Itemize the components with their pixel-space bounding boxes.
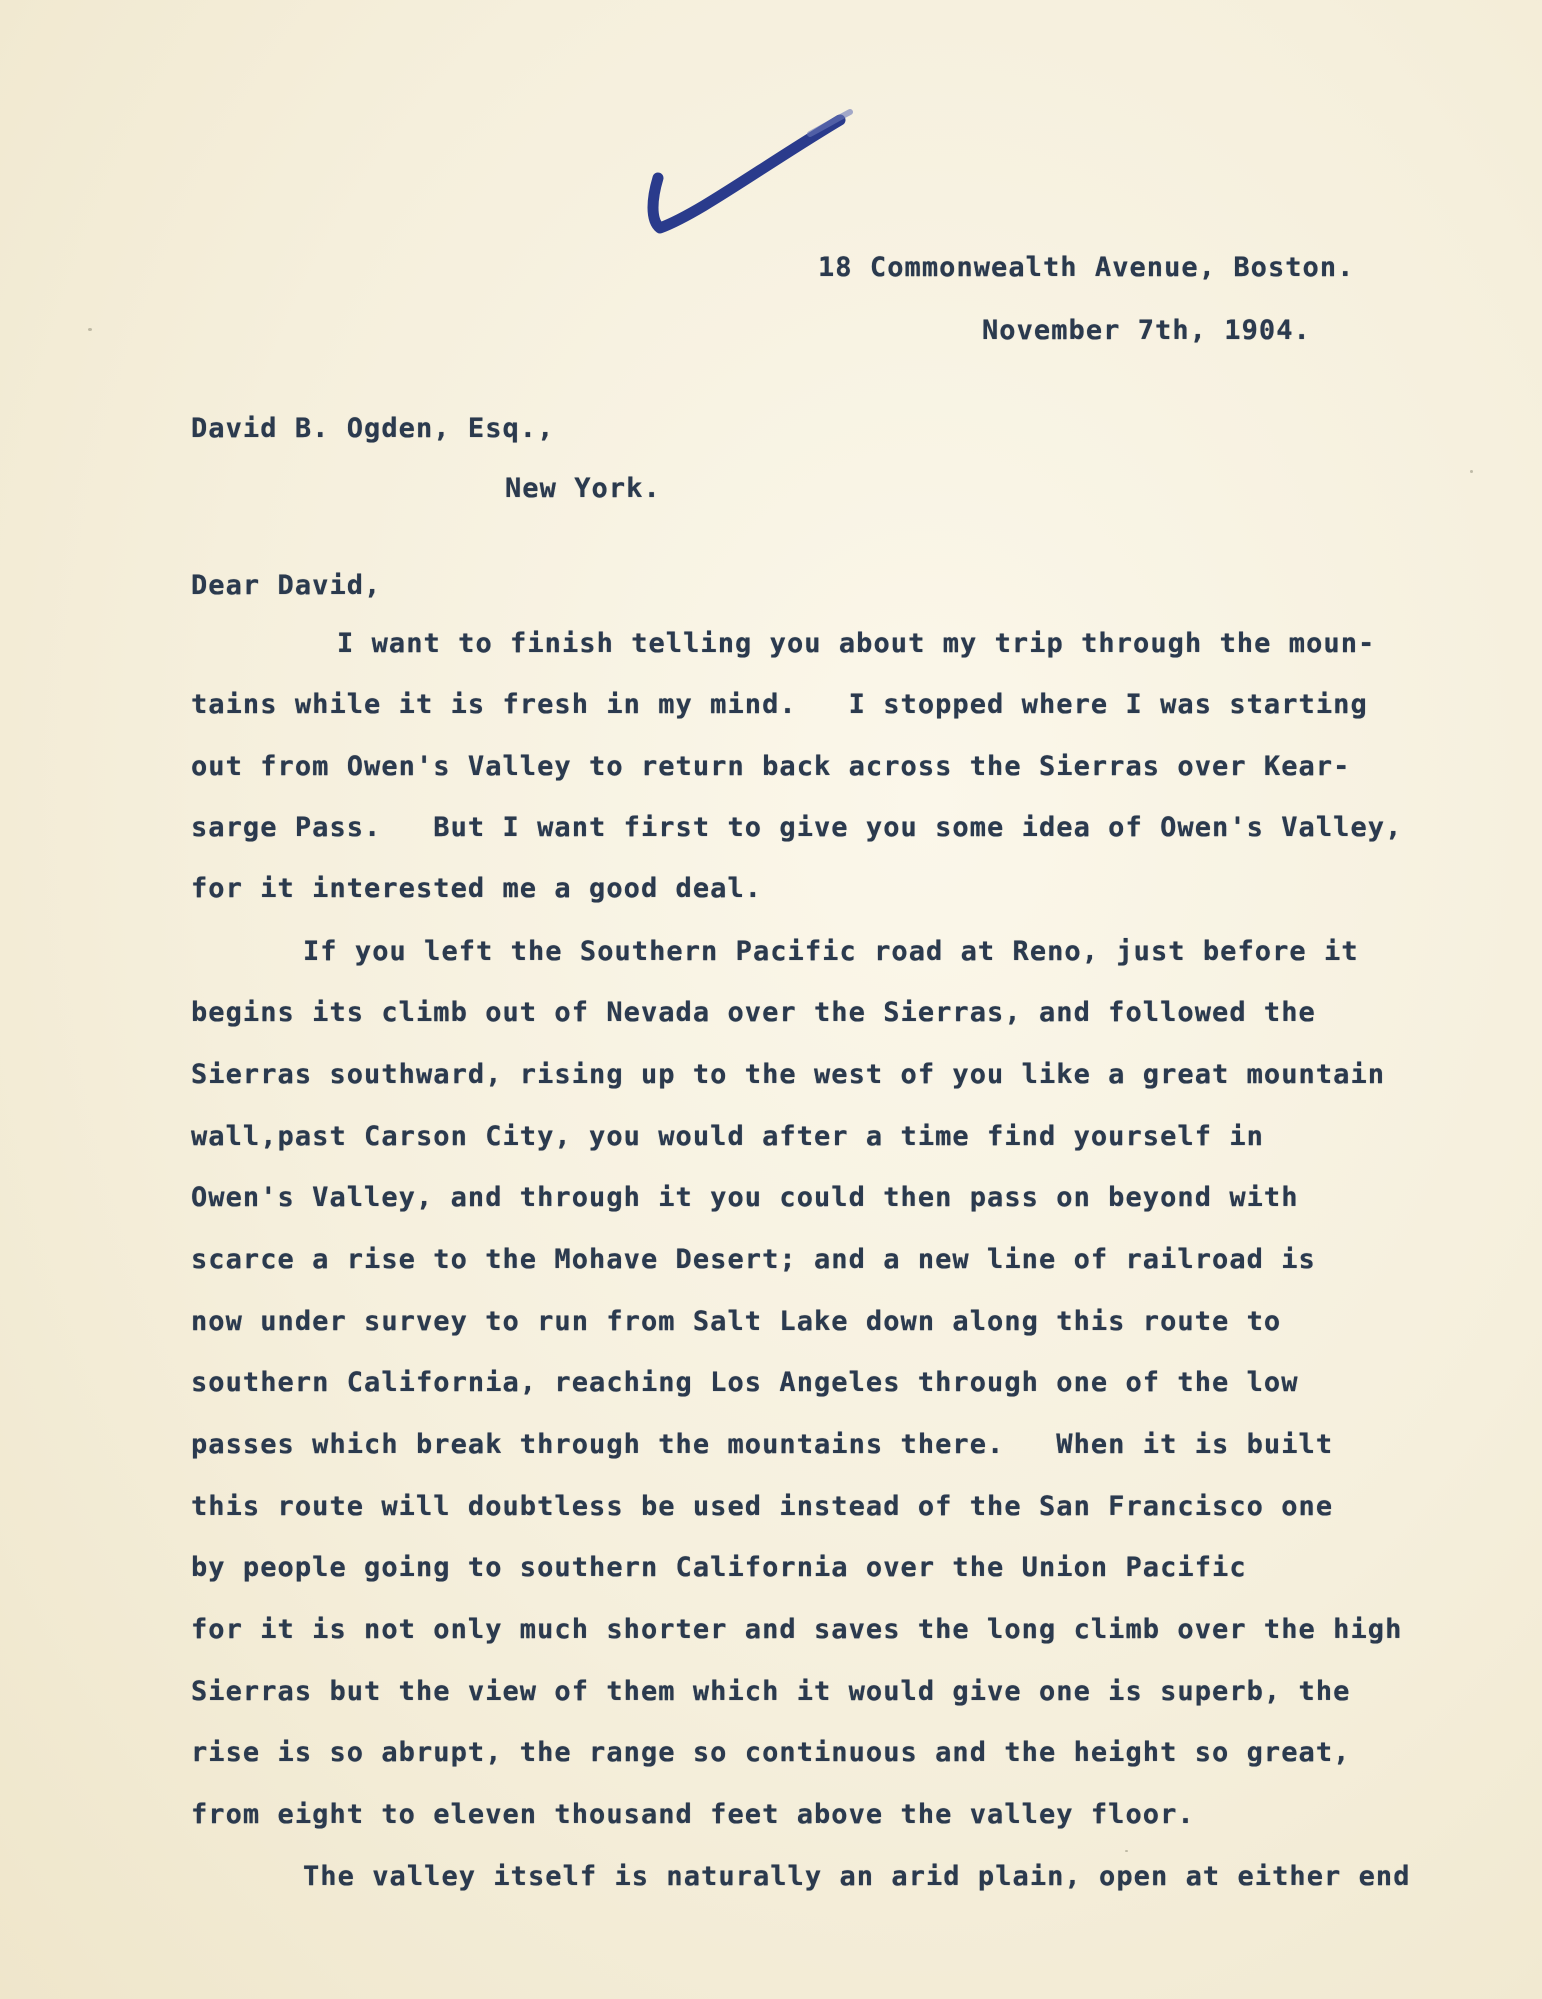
body-line: Sierras southward, rising up to the west of you like a great mountain xyxy=(191,1059,1386,1090)
body-line: wall,past Carson City, you would after a time find yourself in xyxy=(191,1121,1264,1152)
sender-address: 18 Commonwealth Avenue, Boston. xyxy=(818,252,1355,283)
body-line: by people going to southern California over the Union Pacific xyxy=(191,1552,1247,1583)
body-line: The valley itself is naturally an arid plain, open at either end xyxy=(303,1861,1411,1892)
body-line: for it is not only much shorter and saves the long climb over the high xyxy=(191,1614,1403,1645)
check-mark-icon xyxy=(640,108,860,248)
body-line: scarce a rise to the Mohave Desert; and a new line of railroad is xyxy=(191,1244,1316,1275)
body-line: I want to finish telling you about my trip through the moun- xyxy=(337,628,1376,659)
paper-speck xyxy=(88,328,92,331)
paper-speck xyxy=(1125,1850,1128,1852)
body-line: Owen's Valley, and through it you could then pass on beyond with xyxy=(191,1182,1299,1213)
body-line: begins its climb out of Nevada over the Sierras, and followed the xyxy=(191,997,1316,1028)
body-line: tains while it is fresh in my mind. I stopped where I was starting xyxy=(191,689,1368,720)
body-line: sarge Pass. But I want first to give you some idea of Owen's Valley, xyxy=(191,812,1403,843)
body-line: for it interested me a good deal. xyxy=(191,873,763,904)
recipient-name: David B. Ogden, Esq., xyxy=(191,413,555,444)
salutation: Dear David, xyxy=(191,570,382,601)
body-line: If you left the Southern Pacific road at Reno, just before it xyxy=(303,936,1359,967)
letter-date: November 7th, 1904. xyxy=(982,315,1311,346)
paper-speck xyxy=(1470,470,1473,473)
body-line: out from Owen's Valley to return back across the Sierras over Kear- xyxy=(191,751,1351,782)
body-line: passes which break through the mountains there. When it is built xyxy=(191,1429,1334,1460)
body-line: from eight to eleven thousand feet above the valley floor. xyxy=(191,1799,1195,1830)
body-line: now under survey to run from Salt Lake down along this route to xyxy=(191,1306,1282,1337)
body-line: rise is so abrupt, the range so continuous and the height so great, xyxy=(191,1737,1351,1768)
body-line: this route will doubtless be used instead of the San Francisco one xyxy=(191,1491,1334,1522)
body-line: Sierras but the view of them which it would give one is superb, the xyxy=(191,1676,1351,1707)
recipient-city: New York. xyxy=(505,473,661,504)
body-line: southern California, reaching Los Angeles through one of the low xyxy=(191,1367,1299,1398)
